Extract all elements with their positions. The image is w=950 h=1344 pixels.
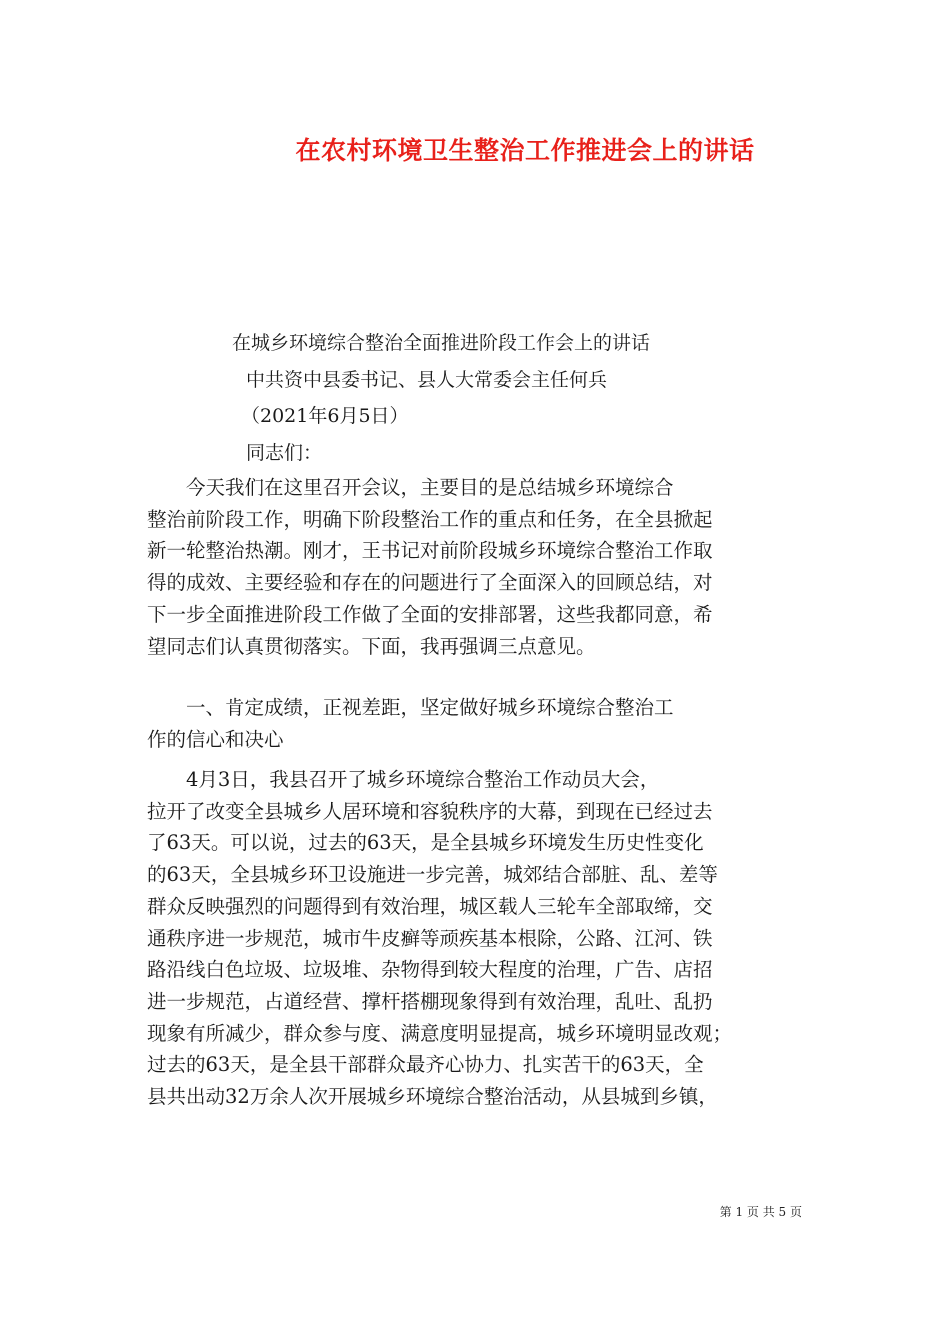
text-line: 今天我们在这里召开会议，主要目的是总结城乡环境综合: [147, 476, 674, 499]
text-line: 望同志们认真贯彻落实。下面，我再强调三点意见。: [147, 634, 596, 658]
text-line: 4月3日，我县召开了城乡环境综合整治工作动员大会，: [147, 768, 660, 791]
text-line: 的63天，全县城乡环卫设施进一步完善，城郊结合部脏、乱、差等: [147, 863, 718, 887]
date-line: （2021年6月5日）: [241, 405, 409, 427]
page-number-footer: 第 1 页 共 5 页: [719, 1205, 802, 1219]
text-line: 现象有所减少，群众参与度、满意度明显提高，城乡环境明显改观；: [147, 1021, 733, 1045]
text-line: 拉开了改变全县城乡人居环境和容貌秩序的大幕，到现在已经过去: [147, 799, 713, 823]
text-line: 作的信心和决心: [147, 727, 284, 751]
text-line: 一、肯定成绩，正视差距，坚定做好城乡环境综合整治工: [147, 696, 674, 719]
text-line: 新一轮整治热潮。刚才，王书记对前阶段城乡环境综合整治工作取: [147, 539, 713, 563]
text-line: 下一步全面推进阶段工作做了全面的安排部署，这些我都同意，希: [147, 602, 713, 626]
text-line: 进一步规范，占道经营、撑杆搭棚现象得到有效治理，乱吐、乱扔: [147, 989, 713, 1013]
text-line: 县共出动32万余人次开展城乡环境综合整治活动，从县城到乡镇，: [147, 1085, 718, 1109]
text-line: 了63天。可以说，过去的63天，是全县城乡环境发生历史性变化: [147, 831, 704, 855]
text-line: 过去的63天，是全县干部群众最齐心协力、扎实苦干的63天，全: [147, 1053, 704, 1077]
paragraph-1: [147, 472, 807, 662]
salutation: 同志们：: [246, 442, 323, 464]
text-line: 群众反映强烈的问题得到有效治理，城区载人三轮车全部取缔，交: [147, 894, 713, 918]
speaker-line: 中共资中县委书记、县人大常委会主任何兵: [246, 369, 608, 391]
page-title: 在农村环境卫生整治工作推进会上的讲话: [295, 136, 755, 165]
text-line: 得的成效、主要经验和存在的问题进行了全面深入的回顾总结，对: [147, 571, 713, 595]
text-line: 通秩序进一步规范，城市牛皮癣等顽疾基本根除，公路、江河、铁: [147, 926, 713, 950]
speech-title: 在城乡环境综合整治全面推进阶段工作会上的讲话: [232, 332, 651, 354]
section-heading-1: [147, 692, 807, 755]
paragraph-2: [147, 764, 807, 1113]
text-line: 路沿线白色垃圾、垃圾堆、杂物得到较大程度的治理，广告、店招: [147, 958, 713, 982]
text-line: 整治前阶段工作，明确下阶段整治工作的重点和任务，在全县掀起: [147, 507, 713, 531]
